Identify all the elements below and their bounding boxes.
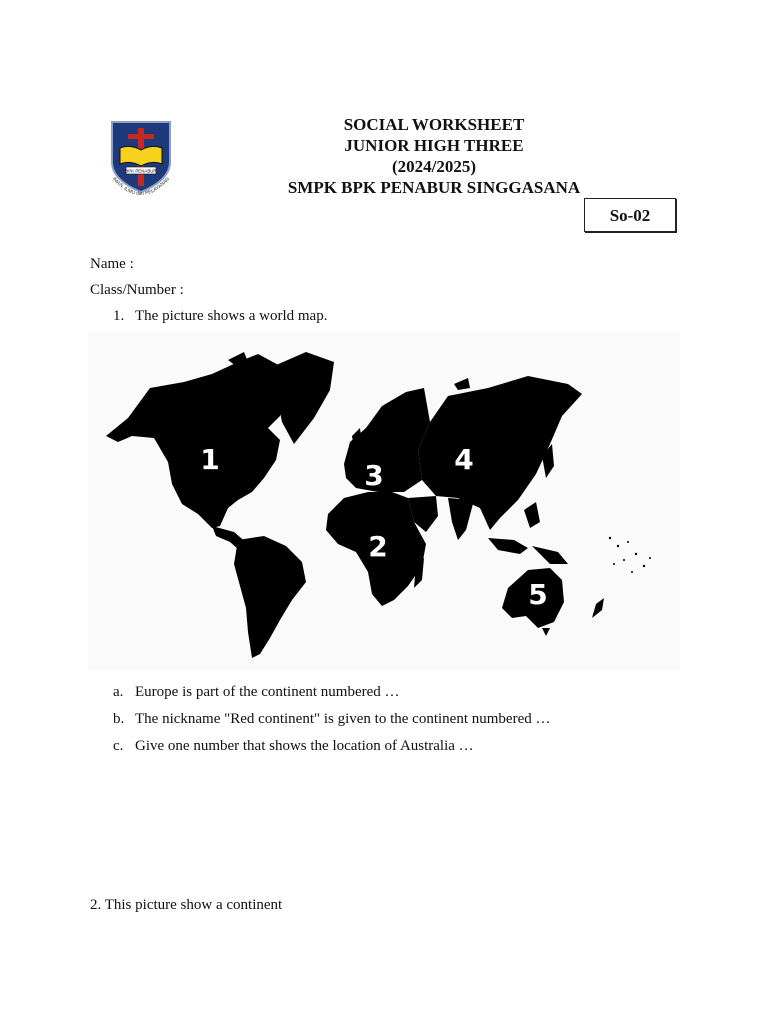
- region-india: [448, 498, 474, 540]
- sub-question-c: [113, 737, 474, 755]
- question-1: [113, 307, 327, 325]
- worksheet-code: So-02: [584, 198, 676, 232]
- map-label-3: 3: [364, 459, 384, 492]
- title-line: SOCIAL WORKSHEET: [343, 115, 525, 134]
- question-number: 1.: [113, 308, 125, 324]
- sub-question-text: Europe is part of the continent numbered …: [135, 684, 400, 700]
- name-field-label: Name :: [90, 256, 134, 272]
- title-line: JUNIOR HIGH THREE: [344, 136, 524, 155]
- sub-question-text: The nickname "Red continent" is given to the continent numbered …: [135, 711, 551, 727]
- map-label-2: 2: [368, 530, 388, 563]
- map-label-4: 4: [454, 443, 474, 476]
- title-line: (2024/2025): [391, 157, 477, 176]
- question-2: 2. This picture show a continent: [90, 897, 283, 913]
- continent-north-america: [106, 354, 290, 528]
- sub-question-letter: a.: [113, 684, 124, 700]
- worksheet-title: [260, 114, 608, 198]
- region-southeast-asia: [488, 538, 528, 554]
- continent-greenland: [274, 352, 334, 444]
- sub-question-a: [113, 683, 400, 701]
- continent-south-america: [234, 536, 306, 658]
- title-line: SMPK BPK PENABUR SINGGASANA: [287, 178, 581, 197]
- logo-motto: IMAN, ILMU dan PELAYANAN: [110, 176, 171, 198]
- logo-banner-text: BPK PENABUR: [125, 168, 157, 174]
- map-label-5: 5: [528, 578, 548, 611]
- sub-question-b: [113, 710, 550, 728]
- question-text: The picture shows a world map.: [135, 308, 328, 324]
- school-logo: [106, 118, 176, 202]
- sub-question-letter: c.: [113, 738, 124, 754]
- island-new-zealand: [592, 598, 604, 618]
- class-number-field-label: Class/Number :: [90, 282, 184, 298]
- world-map: [88, 332, 680, 670]
- sub-question-text: Give one number that shows the location of Australia …: [135, 738, 474, 754]
- sub-question-letter: b.: [113, 711, 125, 727]
- map-label-1: 1: [200, 443, 220, 476]
- continent-asia: [418, 376, 582, 530]
